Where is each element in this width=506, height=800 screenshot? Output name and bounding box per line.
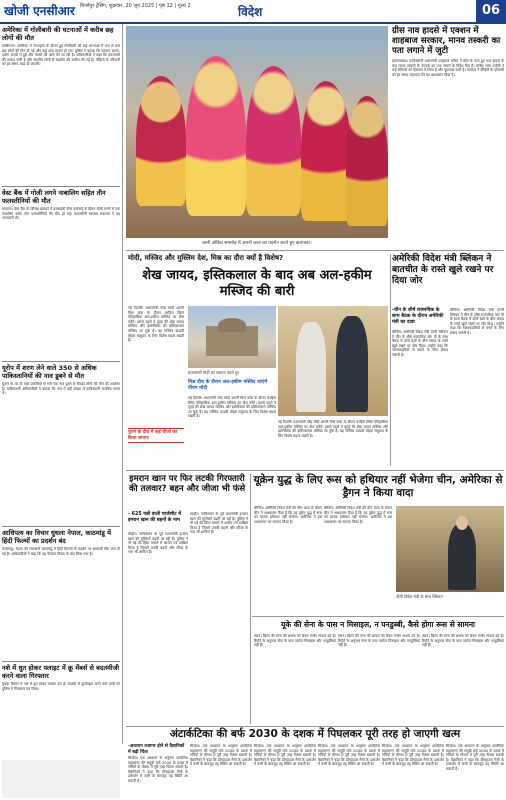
section-divider bbox=[126, 470, 504, 471]
story-body: लाहौर। पाकिस्तान के पूर्व प्रधानमंत्री इमरान खान की मुश्किलें बढ़ती जा रही हैं। पुलिस ने नौ मई की हिंसा मामले में आरोप पत्र दाखिल किया है जिसमें उनकी बहनों और जीजा के नाम भी शामिल हैं। bbox=[190, 512, 248, 535]
story-headline: नशे में धुत होकर फ्लाइट में क्रू मेंबर्स से बदतमीजी करने वाला गिरफ्तार bbox=[2, 661, 120, 680]
left-column bbox=[2, 26, 120, 722]
story-body: नई दिल्ली। प्रधानमंत्री नरेंद्र मोदी अपनी मिस्र यात्रा के दौरान काहिरा स्थित ऐतिहासिक अल-हकीम मस्जिद का दौरा करेंगे। इससे पहले वे यूएई की शेख जायद मस्जिद और इंडोनेशिया की इस्तिकलाल मस्जिद जा चुके हैं। यह मस्जिद दाऊदी बोहरा समुदाय के लिए विशेष महत्व रखती है। bbox=[188, 396, 276, 419]
story-body: बीजिंग। अमेरिकी विदेश मंत्री की चीन यात्रा के दौरान चीन ने आश्वासन दिया है कि वह यूक्रेन युद्ध में रूस को घातक हथियार नहीं भेजेगा। अमेरिका ने इस आश्वासन का स्वागत किया है। bbox=[324, 506, 392, 524]
story-body: सियोल। एक अध्ययन के अनुसार आर्कटिक महासागर की समुद्री बर्फ 2030 के दशक में गर्मियों के मौसम में पूरी तरह पिघल सकती है। वैज्ञानिकों ने कहा कि ग्रीनहाउस गैसों के उत्सर्जन में कमी के बावजूद यह स्थिति आ सकती है। bbox=[446, 744, 504, 771]
imran-headline: इमरान खान पर फिर लटकी गिरफ्तारी की तलवार? बहन और जीजा भी फंसे bbox=[128, 474, 246, 494]
blinken-photo bbox=[396, 506, 504, 592]
story-headline: आधिपत्य का विचार धुंधला नेपाल, काठमांडू में हिंदी फिल्मों का प्रदर्शन बंद bbox=[2, 526, 120, 545]
story-body: सियोल। एक अध्ययन के अनुसार आर्कटिक महासागर की समुद्री बर्फ 2030 के दशक में गर्मियों के मौसम में पूरी तरह पिघल सकती है। वैज्ञानिकों ने कहा कि ग्रीनहाउस गैसों के उत्सर्जन में कमी के बावजूद यह स्थिति आ सकती है। bbox=[382, 744, 444, 767]
modi-photo bbox=[278, 306, 388, 416]
page-number: 06 bbox=[476, 0, 506, 22]
story-kicker: -अध्ययन उजागर होने से वैज्ञानिकों में बढ़ी चिंता bbox=[128, 744, 185, 755]
story-body: लंदन। ब्रिटेन की सेना की क्षमता को लेकर गंभीर सवाल उठे हैं। रिपोर्ट के अनुसार सेना के पास पर्याप्त मिसाइल और पनडुब्बियां नहीं हैं। bbox=[254, 634, 336, 648]
story-kicker: - 625 पन्नों वाली चार्जशीट में इमरान खान की बहनों के नाम bbox=[128, 512, 182, 523]
left-bottom-block bbox=[2, 760, 120, 798]
section-divider bbox=[126, 250, 504, 251]
dancers-photo bbox=[126, 26, 388, 238]
mosque-photo bbox=[188, 306, 276, 368]
story-body: सियोल। एक अध्ययन के अनुसार आर्कटिक महासागर की समुद्री बर्फ 2030 के दशक में गर्मियों के मौसम में पूरी तरह पिघल सकती है। वैज्ञानिकों ने कहा कि ग्रीनहाउस गैसों के उत्सर्जन में कमी के बावजूद यह स्थिति आ सकती है। bbox=[318, 744, 380, 767]
story-body: नई दिल्ली। प्रधानमंत्री नरेंद्र मोदी अपनी मिस्र यात्रा के दौरान काहिरा स्थित ऐतिहासिक अल-हकीम मस्जिद का दौरा करेंगे। इससे पहले वे यूएई की शेख जायद मस्जिद और इंडोनेशिया की इस्तिकलाल मस्जिद जा चुके हैं। यह मस्जिद दाऊदी बोहरा समुदाय के लिए विशेष महत्व रखती है। bbox=[128, 306, 184, 343]
right-column bbox=[392, 26, 504, 239]
column-divider bbox=[390, 254, 391, 466]
ukraine-headline: यूक्रेन युद्ध के लिए रूस को हथियार नहीं भेजेगा चीन, अमेरिका से ड्रैगन ने किया वादा bbox=[253, 474, 503, 499]
story-body: यूनान के तट के पास प्रवासियों से भरी एक नाव डूबने से सैकड़ों लोगों की मौत की आशंका है। पाकिस्तानी अधिकारियों ने बताया कि नाव में बड़ी संख्या में पाकिस्तानी नागरिक सवार थे। bbox=[2, 382, 120, 396]
pull-quote: पुराने के दौरा में कई चीजों का किया जाएगा bbox=[128, 428, 184, 443]
story-headline: यूरोप में शरण लेने वाले 350 से अधिक पाकिस्तानियों की नाव डूबने से मौत bbox=[2, 361, 120, 380]
story-body: नई दिल्ली। प्रधानमंत्री नरेंद्र मोदी अपनी मिस्र यात्रा के दौरान काहिरा स्थित ऐतिहासिक अल-हकीम मस्जिद का दौरा करेंगे। इससे पहले वे यूएई की शेख जायद मस्जिद और इंडोनेशिया की इस्तिकलाल मस्जिद जा चुके हैं। यह मस्जिद दाऊदी बोहरा समुदाय के लिए विशेष महत्व रखती है। bbox=[278, 420, 388, 438]
section-divider bbox=[252, 616, 504, 617]
photo-caption: प्रधानमंत्री मोदी का स्वागत करते हुए bbox=[188, 370, 240, 375]
side-headline: अमेरिकी विदेश मंत्री ब्लिंकन ने बातचीत के रास्ते खुले रखने पर दिया जोर bbox=[392, 254, 494, 286]
edition-meta: मिर्जापुर ट्रेसिंग, शुक्रवार, 20 जून 2025 | पृष्ठ 12 | मूल्य 2 bbox=[80, 3, 191, 9]
story-body: सियोल। एक अध्ययन के अनुसार आर्कटिक महासागर की समुद्री बर्फ 2030 के दशक में गर्मियों के मौसम में पूरी तरह पिघल सकती है। वैज्ञानिकों ने कहा कि ग्रीनहाउस गैसों के उत्सर्जन में कमी के बावजूद यह स्थिति आ सकती है। bbox=[128, 756, 188, 783]
story-body: सियोल। एक अध्ययन के अनुसार आर्कटिक महासागर की समुद्री बर्फ 2030 के दशक में गर्मियों के मौसम में पूरी तरह पिघल सकती है। वैज्ञानिकों ने कहा कि ग्रीनहाउस गैसों के उत्सर्जन में कमी के बावजूद यह स्थिति आ सकती है। bbox=[190, 744, 252, 767]
story-body: रामल्ला। वेस्ट बैंक के विभिन्न इलाकों में इजराइली सैन्य कार्रवाई के दौरान गोली लगने से एक नाबालिग समेत तीन फलस्तीनियों की मौत हो गई। फलस्तीनी स्वास्थ्य मंत्रालय ने यह जानकारी दी। bbox=[2, 207, 120, 221]
column-divider bbox=[250, 474, 251, 724]
story-subhead: मिस्र दौरा के दौरान अल-हकीम मस्जिद जाएंगे पीएम मोदी bbox=[188, 380, 268, 391]
side-kicker: -चीन के शीर्ष राजनयिक के साथ बैठक के दौरान अमेरिकी मंत्री का दावा bbox=[392, 308, 444, 325]
russia-headline: यूके की सेना के पास न मिसाइल, न पनडुब्बी, कैसे होगा रूस से सामना bbox=[281, 620, 475, 629]
story-body: बीजिंग। अमेरिकी विदेश मंत्री एंटनी ब्लिंकन ने चीन के शीर्ष राजनयिक वांग यी के साथ बैठक में दोनों देशों के बीच संवाद के रास्ते खुले रखने पर जोर दिया। उन्होंने कहा कि गलतफहमियों से बचने के लिए संवाद जरूरी है। bbox=[392, 330, 448, 357]
story-body: लंदन। ब्रिटेन की सेना की क्षमता को लेकर गंभीर सवाल उठे हैं। रिपोर्ट के अनुसार सेना के पास पर्याप्त मिसाइल और पनडुब्बियां नहीं हैं। bbox=[422, 634, 504, 648]
story-headline: वेस्ट बैंक में गोली लगने नाबालिग सहित तीन फलस्तीनियों की मौत bbox=[2, 186, 120, 205]
story-headline: ग्रीस नाव हादसे में एक्शन में शाहबाज सरकार, मानव तस्करी का पता लगाने में जुटी bbox=[392, 26, 501, 56]
story-body: वाशिंगटन। अमेरिका में सप्ताहांत के दौरान हुई गोलीबारी की कई घटनाओं में कम से कम छह लोगों की मौत हो गई और कई अन्य घायल हो गए। पुलिस ने बताया कि घटनाएं अलग-अलग राज्यों में हुईं और मामले की जांच की जा रही है। अधिकारियों ने कहा कि हमलावरों की तलाश जारी है और स्थानीय लोगों से सहयोग की अपील की गई है। पीड़ितों के परिजनों को हर संभव मदद दी जाएगी। bbox=[2, 44, 120, 67]
story-body: बीजिंग। अमेरिकी विदेश मंत्री की चीन यात्रा के दौरान चीन ने आश्वासन दिया है कि वह यूक्रेन युद्ध में रूस को घातक हथियार नहीं भेजेगा। अमेरिका ने इस आश्वासन का स्वागत किया है। bbox=[254, 506, 322, 524]
story-body: लाहौर। पाकिस्तान के पूर्व प्रधानमंत्री इमरान खान की मुश्किलें बढ़ती जा रही हैं। पुलिस ने नौ मई की हिंसा मामले में आरोप पत्र दाखिल किया है जिसमें उनकी बहनों और जीजा के नाम भी शामिल हैं। bbox=[128, 532, 188, 555]
newspaper-logo: खोजी एनसीआर bbox=[4, 4, 75, 18]
story-headline: अमेरिका में गोलीबारी की घटनाओं में करीब छह लोगों की मौत bbox=[2, 26, 114, 42]
story-body: काठमांडू। नेपाल की राजधानी काठमांडू में हिंदी फिल्मों के प्रदर्शन पर अस्थायी रोक लगा दी गई है। अधिकारियों ने कहा कि यह फैसला विवाद के बाद लिया गया है। bbox=[2, 547, 120, 556]
photo-caption: बाली ओडिल समारोह में अपनी कला का प्रदर्शन करते हुए कलाकार। bbox=[202, 241, 312, 246]
section-divider bbox=[126, 726, 504, 727]
main-headline: शेख जायद, इस्तिकलाल के बाद अब अल-हकीम मस्जिद की बारी bbox=[142, 268, 372, 299]
section-title: विदेश bbox=[238, 5, 263, 19]
story-body: इस्लामाबाद। पाकिस्तानी प्रधानमंत्री शाहबाज शरीफ ने ग्रीस के पास हुए नाव हादसे के बाद मानव तस्करी के नेटवर्क का पता लगाने के निर्देश दिए हैं। संघीय जांच एजेंसी ने कई संदिग्धों को हिरासत में लिया है और पूछताछ जारी है। सरकार ने पीड़ितों के परिवारों को हर संभव सहायता देने का आश्वासन दिया है। bbox=[392, 59, 504, 77]
story-kicker: मोदी, मस्जिद और मुस्लिम देश, मिस्र का दौरा क्यों है विशेष? bbox=[128, 254, 284, 262]
bottom-headline: अंटार्कटिका की बर्फ 2030 के दशक में पिघलकर पूरी तरह हो जाएगी खत्म bbox=[169, 728, 461, 740]
story-body: मुंबई। विमान में नशे में धुत होकर चालक दल के सदस्यों से दुर्व्यवहार करने वाले यात्री को पुलिस ने गिरफ्तार कर लिया। bbox=[2, 682, 120, 691]
story-body: लंदन। ब्रिटेन की सेना की क्षमता को लेकर गंभीर सवाल उठे हैं। रिपोर्ट के अनुसार सेना के पास पर्याप्त मिसाइल और पनडुब्बियां नहीं हैं। bbox=[338, 634, 420, 648]
story-body: सियोल। एक अध्ययन के अनुसार आर्कटिक महासागर की समुद्री बर्फ 2030 के दशक में गर्मियों के मौसम में पूरी तरह पिघल सकती है। वैज्ञानिकों ने कहा कि ग्रीनहाउस गैसों के उत्सर्जन में कमी के बावजूद यह स्थिति आ सकती है। bbox=[254, 744, 316, 767]
story-body: बीजिंग। अमेरिकी विदेश मंत्री एंटनी ब्लिंकन ने चीन के शीर्ष राजनयिक वांग यी के साथ बैठक में दोनों देशों के बीच संवाद के रास्ते खुले रखने पर जोर दिया। उन्होंने कहा कि गलतफहमियों से बचने के लिए संवाद जरूरी है। bbox=[450, 308, 504, 335]
photo-caption: चीनी विदेश मंत्री के साथ ब्लिंकन bbox=[396, 594, 443, 599]
column-divider bbox=[122, 24, 123, 744]
